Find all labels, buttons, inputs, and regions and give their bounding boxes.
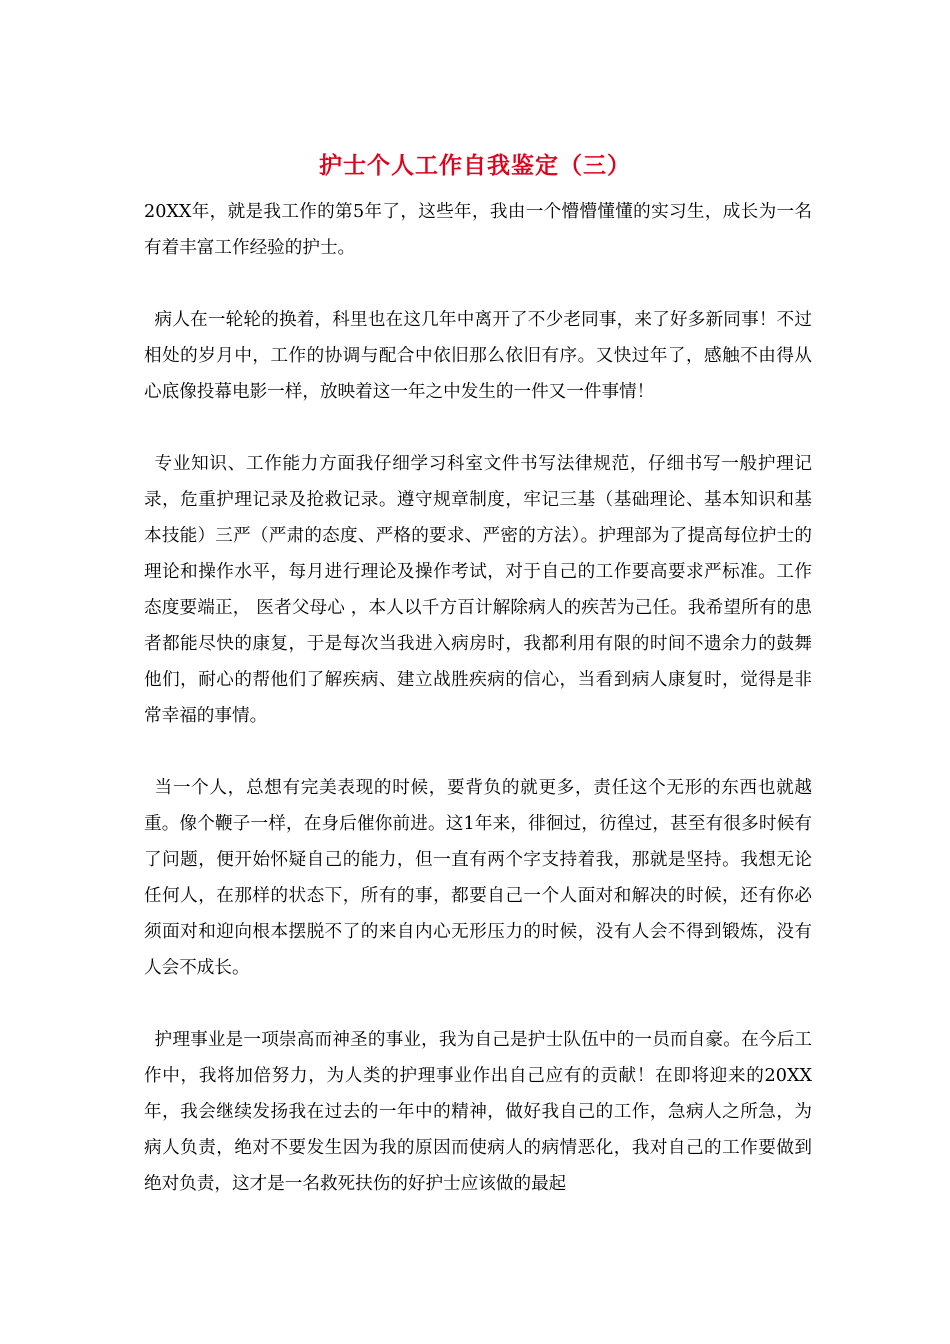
document-title: 护士个人工作自我鉴定（三） [319, 152, 631, 179]
paragraph-2: 病人在一轮轮的换着，科里也在这几年中离开了不少老同事，来了好多新同事！不过相处的岁月中，工作的协调与配合中依旧那么依旧有序。又快过年了，感触不由得从心底像投幕电影一样，放映着这一年之中发生的一件又一件事情！ [144, 310, 812, 402]
document-body [144, 194, 812, 1238]
paragraph-4: 当一个人，总想有完美表现的时候，要背负的就更多，责任这个无形的东西也就越重。像个鞭子一样，在身后催你前进。这1年来，徘徊过，彷徨过，甚至有很多时候有了问题，便开始怀疑自己的能力，但一直有两个字支持着我，那就是坚持。我想无论任何人，在那样的状态下，所有的事，都要自己一个人面对和解决的时候，还有你必须面对和迎向根本摆脱不了的来自内心无形压力的时候，没有人会不得到锻炼，没有人会不成长。 [144, 778, 812, 978]
paragraph-5: 护理事业是一项崇高而神圣的事业，我为自己是护士队伍中的一员而自豪。在今后工作中，我将加倍努力，为人类的护理事业作出自己应有的贡献！在即将迎来的20XX年，我会继续发扬我在过去的一年中的精神，做好我自己的工作，急病人之所急，为病人负责，绝对不要发生因为我的原因而使病人的病情恶化，我对自己的工作要做到绝对负责，这才是一名救死扶伤的好护士应该做的最起 [144, 1030, 812, 1194]
paragraph-3: 专业知识、工作能力方面我仔细学习科室文件书写法律规范，仔细书写一般护理记录，危重护理记录及抢救记录。遵守规章制度，牢记三基（基础理论、基本知识和基本技能）三严（严肃的态度、严格的要求、严密的方法）。护理部为了提高每位护士的理论和操作水平，每月进行理论及操作考试，对于自己的工作要高要求严标准。工作态度要端正， 医者父母心 ，本人以千方百计解除病人的疾苦为己任。我希望所有的患者都能尽快的康复，于是每次当我进入病房时，我都利用有限的时间不遗余力的鼓舞他们，耐心的帮他们了解疾病、建立战胜疾病的信心，当看到病人康复时，觉得是非常幸福的事情。 [144, 454, 812, 726]
paragraph-1: 20XX年，就是我工作的第5年了，这些年，我由一个懵懵懂懂的实习生，成长为一名有着丰富工作经验的护士。 [144, 202, 812, 258]
